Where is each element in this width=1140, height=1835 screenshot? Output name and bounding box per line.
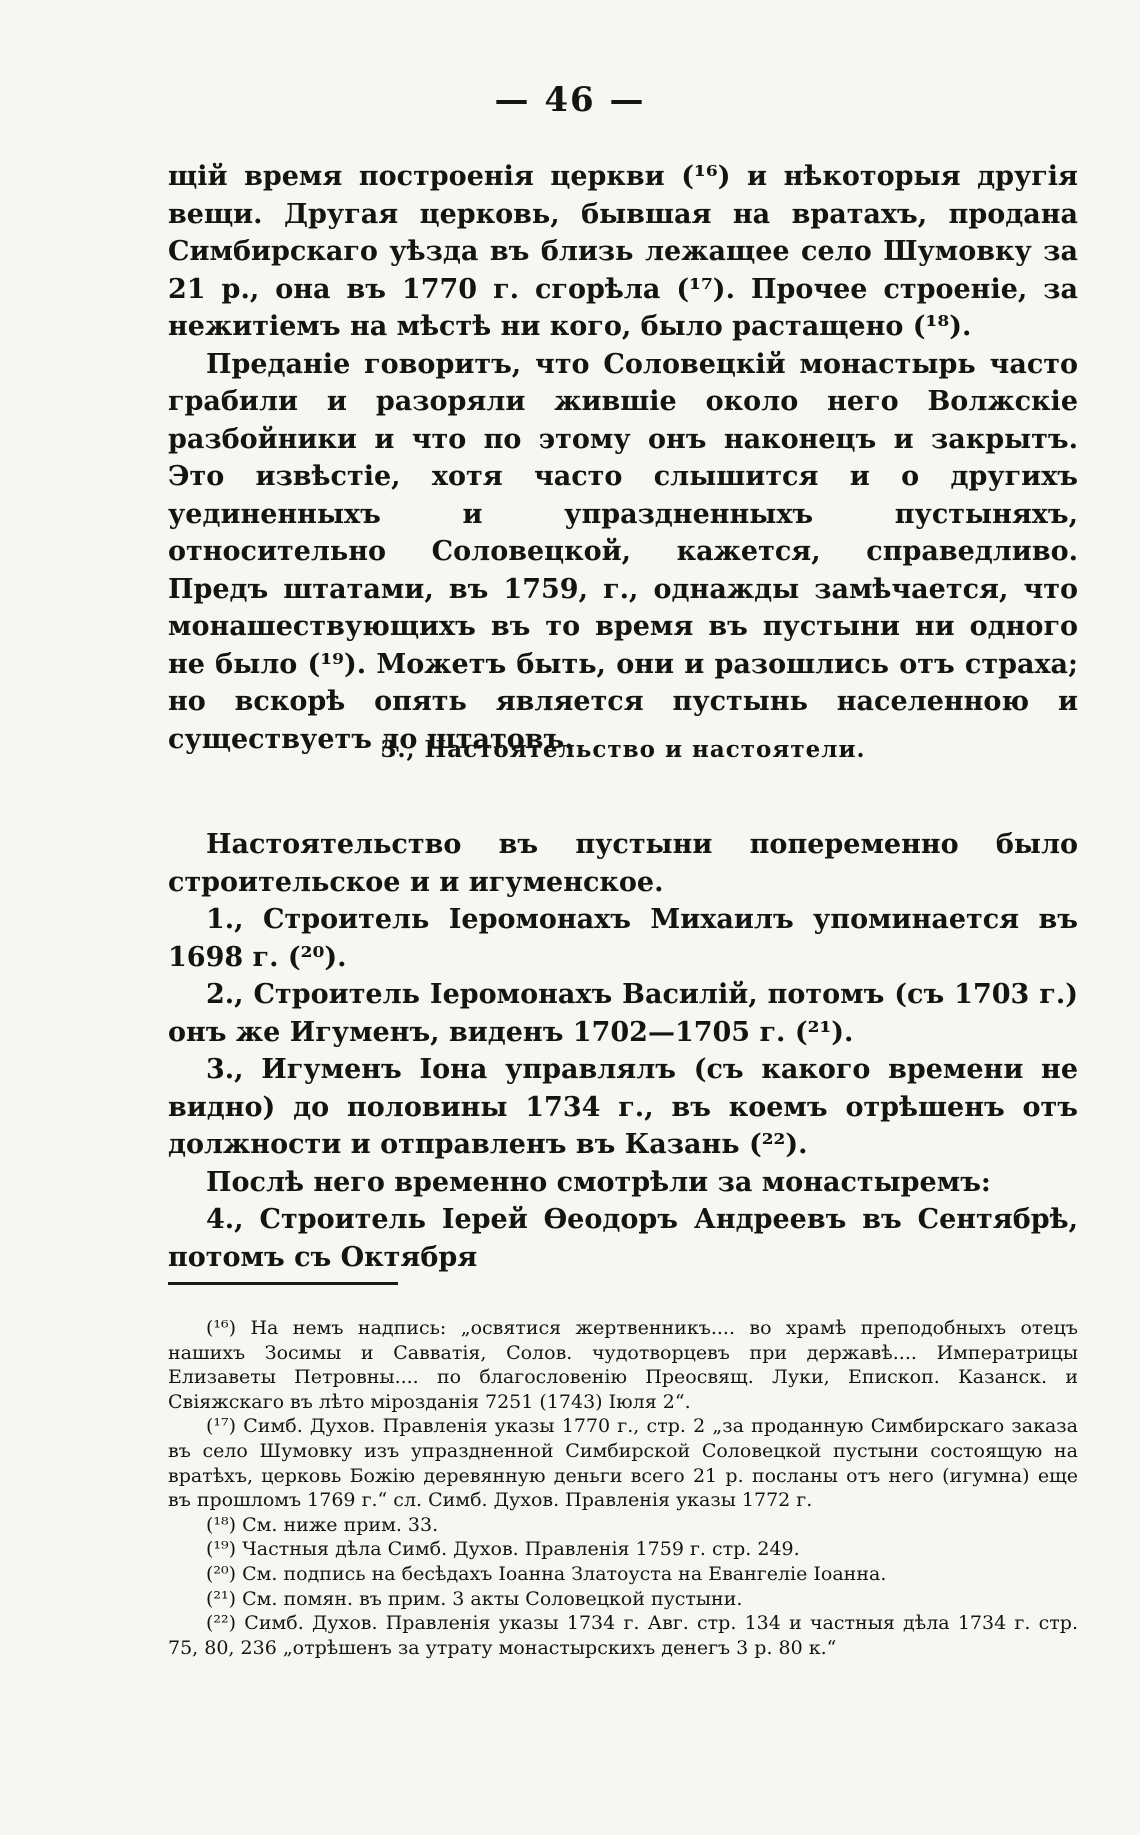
footnote: (¹⁷) Симб. Духов. Правленія указы 1770 г., стр. 2 „за проданную Симбирскаго заказа въ село Шумовку изъ упраздненной Симбирской Соловецкой пустыни состоящую на вратѣхъ, церковь Божію деревянную деньги всего 21 р. посланы отъ него (игумна) еще въ прошломъ 1769 г.“ сл. Симб. Духов. Правленія указы 1772 г.: [168, 1415, 1078, 1512]
footnotes: [168, 1316, 1078, 1660]
page-number: — 46 —: [494, 80, 646, 120]
list-item: 3., Игуменъ Іона управлялъ (съ какого времени не видно) до половины 1734 г., въ коемъ отрѣшенъ отъ должности и отправленъ въ Казань (²²).: [168, 1054, 1078, 1160]
footnote: (²⁰) См. подпись на бесѣдахъ Іоанна Златоуста на Евангеліе Іоанна.: [206, 1562, 887, 1585]
list-item: 2., Строитель Іеромонахъ Василій, потомъ (съ 1703 г.) онъ же Игуменъ, виденъ 1702—1705 г. (²¹).: [168, 979, 1078, 1048]
footnote: (²¹) См. помян. въ прим. 3 акты Соловецкой пустыни.: [206, 1587, 743, 1610]
list-item: 1., Строитель Іеромонахъ Михаилъ упоминается въ 1698 г. (²⁰).: [168, 904, 1078, 973]
footnote: (²²) Симб. Духов. Правленія указы 1734 г. Авг. стр. 134 и частныя дѣла 1734 г. стр. 75, 80, 236 „отрѣшенъ за утрату монастырскихъ денегъ 3 р. 80 к.“: [168, 1612, 1078, 1659]
footnote-divider: [168, 1282, 398, 1285]
paragraph: щій время построенія церкви (¹⁶) и нѣкоторыя другія вещи. Другая церковь, бывшая на вратахъ, продана Симбирскаго уѣзда въ близь лежащее село Шумовку за 21 р., она въ 1770 г. сгорѣла (¹⁷). Прочее строеніе, за нежитіемъ на мѣстѣ ни кого, было растащено (¹⁸).: [168, 161, 1078, 342]
footnote: (¹⁹) Частныя дѣла Симб. Духов. Правленія 1759 г. стр. 249.: [206, 1538, 800, 1561]
section-heading: 3., Настоятельство и настоятели.: [380, 736, 866, 763]
footnote: (¹⁸) См. ниже прим. 33.: [206, 1513, 439, 1536]
paragraph: Преданіе говоритъ, что Соловецкій монастырь часто грабили и разоряли жившіе около него Волжскіе разбойники и что по этому онъ наконецъ и закрытъ. Это извѣстіе, хотя часто слышится и о другихъ уединенныхъ и упраздненныхъ пустыняхъ, относительно Соловецкой, кажется, справедливо. Предъ штатами, въ 1759, г., однажды замѣчается, что монашествующихъ въ то время въ пустыни ни одного не было (¹⁹). Можетъ быть, они и разошлись отъ страха; но вскорѣ опять является пустынь населенною и существуетъ до штатовъ.: [168, 348, 1078, 755]
list-item: 4., Строитель Іерей Ѳеодоръ Андреевъ въ Сентябрѣ, потомъ съ Октября: [168, 1204, 1078, 1273]
section-text: [168, 826, 1078, 1276]
main-text: [168, 158, 1078, 758]
footnote: (¹⁶) На немъ надпись: „освятися жертвенникъ.... во храмѣ преподобныхъ отецъ нашихъ Зосимы и Савватія, Солов. чудотворцевъ при державѣ.... Императрицы Елизаветы Петровны.... по благословенію Преосвящ. Луки, Епископ. Казанск. и Свіяжскаго въ лѣто мірозданія 7251 (1743) Іюля 2“.: [168, 1317, 1078, 1413]
paragraph: Настоятельство въ пустыни попеременно было строительское и и игуменское.: [168, 829, 1078, 898]
paragraph: Послѣ него временно смотрѣли за монастыремъ:: [206, 1166, 991, 1198]
